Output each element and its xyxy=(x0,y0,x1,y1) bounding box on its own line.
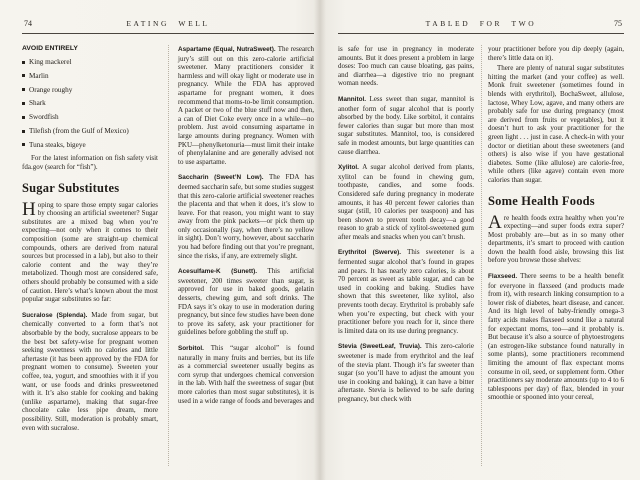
dropcap-a: A xyxy=(488,211,502,233)
header-rule-left xyxy=(22,33,314,34)
entry-xylitol: Xylitol. A sugar alcohol derived from plants, xylitol can be found in chewing gum, toothpaste, candies, and some foods. Considered safe during pregnancy in moderate amounts, it has 40 percent fewer calories than sugar (still, 10 calories per teaspoon) and has been shown to prevent tooth decay—a good reason to grab a stick of xylitol-sweetened gum after meals and snacks when you can’t brush. xyxy=(338,163,474,241)
running-head-left: EATING WELL xyxy=(126,19,210,28)
health-foods-intro: Are health foods extra healthy when you’re expecting—and super foods extra super? Most probably are—but as in so many other departments, it’s smart to proceed with caution down the health food aisle, browsing this list before you browse those shelves: xyxy=(488,211,624,265)
list-item: Marlin xyxy=(22,72,158,81)
list-item: Shark xyxy=(22,99,158,108)
square-bullet-icon xyxy=(22,74,25,77)
square-bullet-icon xyxy=(22,88,25,91)
left-column-1 xyxy=(22,45,158,466)
left-column-2 xyxy=(178,45,314,466)
header-rule-right xyxy=(338,33,624,34)
square-bullet-icon xyxy=(22,116,25,119)
natural-substitutes-paragraph: There are plenty of natural sugar substitutes hitting the market (and your coffee) as well. Monk fruit sweetener (sometimes found in blends with erythritol), BochaSweet, allulose, lactose, Whey Low, agave, and many others are probably safe for use during pregnancy (most are derived from fruits or vegetables), but it doesn’t hurt to ask your practitioner for the green light . . . just in case. A check-in with your doctor or dietitian about these sweeteners (and others) is also wise if you have gestational diabetes. Some (like allulose) are calorie-free, while others (like agave) contain even more calories than sugar. xyxy=(488,64,624,184)
square-bullet-icon xyxy=(22,61,25,64)
dropcap-h: H xyxy=(22,198,36,220)
entry-saccharin: Saccharin (Sweet’N Low). The FDA has deemed saccharin safe, but some studies suggest that this zero-calorie artificial sweetener reaches the placenta and that when it does, it’s slow to leave. For that reason, you might want to stay away from the pink packets—or pick them up only occasionally (say, when there’s no yellow in sight). Don’t worry, however, about saccharin you had before finding out that you’re pregnant, since the risks, if any, are extremely slight. xyxy=(178,173,314,260)
entry-flaxseed: Flaxseed. There seems to be a health benefit for everyone in flaxseed (and products made from it), with research linking consumption to a lower risk of diabetes, heart disease, and cancer. And its high level of baby-friendly omega-3 fatty acids makes flaxseed sound like a natural for expectant moms, too—and it probably is. But because it’s also a source of phytoestrogens (an estrogen-like substance found naturally in some plants), some practitioners recommend limiting the amount of flax expectant moms consume in oil, seed, or supplement form. Other practitioners say moderate amounts (up to 4 to 6 tablespoons per day) of flax, blended in your smoothie or spooned into your cereal, xyxy=(488,272,624,402)
section-heading-sugar-substitutes: Sugar Substitutes xyxy=(22,180,120,195)
avoid-entirely-title: AVOID ENTIRELY xyxy=(22,45,78,52)
page-right-header xyxy=(338,19,624,30)
page-number-right: 75 xyxy=(614,19,622,28)
entry-aspartame: Aspartame (Equal, NutraSweet). The research jury’s still out on this zero-calorie artificial sweetener. Many practitioners consider it harmless and will okay light or moderate use in pregnancy. While the FDA has approved aspartame for pregnant women, it does recommend that moms-to-be limit consumption. A packet or two of the blue stuff now and then, a can of Diet Coke every once in a while—no problem. Just avoid consuming aspartame in large amounts during pregnancy. Women with PKU—phenylketonuria—must limit their intake of phenylalanine and are generally advised not to use aspartame. xyxy=(178,45,314,166)
page-right xyxy=(320,0,640,480)
page-number-left: 74 xyxy=(24,19,32,28)
list-item: Orange roughy xyxy=(22,86,158,95)
entry-stevia: Stevia (SweetLeaf, Truvia). This zero-calorie sweetener is made from erythritol and the leaf of the stevia plant. Though it’s far sweeter than sugar (so you’ll have to adjust the amount you use in cooking and baking), it can have a bitter aftertaste. Stevia is believed to be safe during pregnancy, but check with xyxy=(338,342,474,403)
entry-sorbitol: Sorbitol. This “sugar alcohol” is found naturally in many fruits and berries, but its life as a commercial sweetener usually begins as corn syrup that undergoes chemical conversion in the lab. With half the sweetness of sugar (but more calories than most sugar substitutes), it is used in a wide range of foods and beverages and xyxy=(178,344,314,405)
stevia-continuation: your practitioner before you dip deeply (again, there’s little data on it). xyxy=(488,45,624,62)
list-item: Swordfish xyxy=(22,113,158,122)
section-heading-some-health-foods: Some Health Foods xyxy=(488,193,595,208)
entry-erythritol: Erythritol (Swerve). This sweetener is a fermented sugar alcohol that’s found in grapes and pears. It has nearly zero calories, is about 70 percent as sweet as table sugar, and can be used in cooking and baking. Studies have shown that this sweetener, like xylitol, also prevents tooth decay. Erythritol is probably safe when you’re expecting, but check with your practitioner before you reach for it, since there is limited data on its use during pregnancy. xyxy=(338,248,474,335)
list-item: King mackerel xyxy=(22,58,158,67)
sorbitol-continuation: is safe for use in pregnancy in moderate amounts. But it does present a problem in large doses: Too much can cause bloating, gas pains, and diarrhea—a digestive trio no pregnant woman needs. xyxy=(338,45,474,88)
left-page-columns xyxy=(22,45,314,466)
fish-safety-note: For the latest information on fish safety visit fda.gov (search for “fish”). xyxy=(22,154,158,172)
right-column-1 xyxy=(338,45,474,466)
avoid-entirely-list xyxy=(22,45,158,172)
right-page-columns xyxy=(338,45,624,466)
sugar-substitutes-intro: Hoping to spare those empty sugar calories by choosing an artificial sweetener? Sugar substitutes are a mixed bag when you’re expecting—not only when it comes to their composition (some are straight-up chemical compounds, others are derived from natural sources but processed in a lab), but also to their calorie content and the way they’re metabolized. Though most are considered safe, others should probably be consumed with a side of caution. Here’s what’s known about the most popular sugar substitutes so far: xyxy=(22,198,158,304)
square-bullet-icon xyxy=(22,102,25,105)
right-column-2 xyxy=(488,45,624,466)
entry-sucralose: Sucralose (Splenda). Made from sugar, but chemically converted to a form that’s not absorbable by the body, sucralose appears to be the best bet safety-wise for pregnant women seeking sweetness with no calories and little aftertaste (it has been approved by the FDA for pregnant women to consume). Sweeten your coffee, tea, yogurt, and smoothies with it if you want, or use foods and drinks presweetened with it. It’s also stable for cooking and baking (unlike aspartame), making that sugar-free chocolate cake less pipe dream, more possibility. Still, moderation is probably smart, even with sucralose. xyxy=(22,310,159,432)
running-head-right: TABLED FOR TWO xyxy=(425,19,537,28)
column-divider xyxy=(168,45,169,466)
entry-acesulfame-k: Acesulfame-K (Sunett). This artificial sweetener, 200 times sweeter than sugar, is approved for use in baked goods, gelatin desserts, chewing gum, and soft drinks. The FDA says it’s okay to use in moderation during pregnancy, but since few studies have been done to prove its safety, ask your practitioner for guidelines before gobbling the stuff up. xyxy=(178,267,314,337)
entry-mannitol: Mannitol. Less sweet than sugar, mannitol is another form of sugar alcohol that is poorly absorbed by the body. Like sorbitol, it contains fewer calories than sugar but more than most sugar substitutes. Mannitol, too, is considered safe in modest amounts, but large quantities can cause diarrhea. xyxy=(338,94,475,156)
square-bullet-icon xyxy=(22,143,25,146)
list-item: Tuna steaks, bigeye xyxy=(22,141,158,150)
page-left-header xyxy=(22,19,314,30)
list-item: Tilefish (from the Gulf of Mexico) xyxy=(22,127,158,136)
column-divider xyxy=(481,45,482,466)
square-bullet-icon xyxy=(22,130,25,133)
